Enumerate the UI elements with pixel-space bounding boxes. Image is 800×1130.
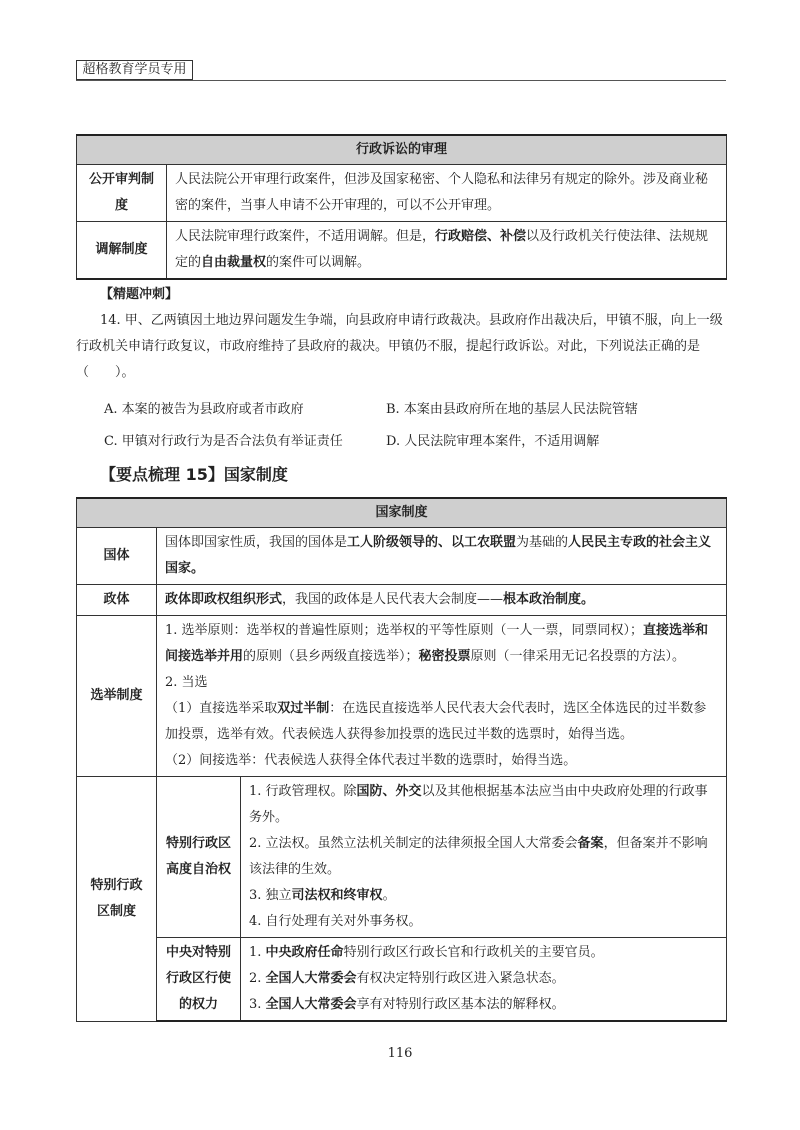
text: （1）直接选举采取 [165, 701, 278, 716]
paragraph [249, 966, 718, 992]
text: 原则（一律采用无记名投票的方法）。 [470, 649, 686, 664]
table-row [77, 616, 727, 777]
paragraph [249, 940, 718, 966]
emphasis: 直接选举和间接选举并用 [165, 623, 709, 664]
table-row [77, 777, 727, 938]
emphasis: 自由裁量权 [201, 255, 267, 270]
table-row [77, 222, 727, 280]
text: 享有对特别行政区基本法的解释权。 [356, 997, 565, 1012]
sub-label: 中央对特别行政区行使的权力 [157, 938, 241, 1022]
table-title: 行政诉讼的审理 [77, 135, 727, 165]
row-label: 公开审判制度 [77, 165, 167, 222]
emphasis: 工人阶级领导的、以工农联盟 [347, 535, 517, 550]
row-content [167, 222, 727, 280]
text: 2. 立法权。虽然立法机关制定的法律须报全国人大常委会 [249, 836, 578, 851]
state-system-table [76, 497, 727, 1022]
emphasis: 中央政府任命 [265, 945, 344, 960]
emphasis: 根本政治制度。 [503, 592, 595, 607]
emphasis: 全国人大常委会 [265, 971, 357, 986]
text: 国体即国家性质，我国的国体是 [165, 535, 348, 550]
text: ：在选民直接选举人民代表大会代表时，选区全体选民的过半数参加投票，选举有效。代表候选人获得参加投票的选民过半数的选票时，始得当选。 [165, 701, 707, 742]
emphasis: 人民民主专政的社会主义国家。 [165, 535, 712, 576]
emphasis: 备案 [577, 836, 604, 851]
option-c: C. 甲镇对行政行为是否合法负有举证责任 [104, 434, 343, 449]
emphasis: 秘密投票 [418, 649, 471, 664]
text: 有权决定特别行政区进入紧急状态。 [356, 971, 565, 986]
text: 为基础的 [516, 535, 569, 550]
page-number: 116 [387, 1046, 413, 1061]
paragraph [165, 696, 718, 748]
text: 特别行政区行政长官和行政机关的主要官员。 [343, 945, 604, 960]
table-row [77, 585, 727, 616]
paragraph: 2. 当选 [165, 675, 208, 690]
sprint-heading: 【精题冲刺】 [100, 287, 179, 302]
table-row [77, 165, 727, 222]
text: 1. 行政管理权。除 [249, 784, 357, 799]
row-label: 选举制度 [77, 616, 157, 777]
emphasis: 政体即政权组织形式 [165, 592, 283, 607]
table-row [77, 528, 727, 585]
text: 人民法院审理行政案件，不适用调解。但是， [175, 229, 436, 244]
row-content [157, 616, 727, 777]
text: 1. 选举原则：选举权的普遍性原则；选举权的平等性原则（一人一票，同票同权）； [165, 623, 644, 638]
emphasis: 行政赔偿、补偿 [435, 229, 527, 244]
paragraph [165, 618, 718, 670]
option-b: B. 本案由县政府所在地的基层人民法院管辖 [386, 402, 638, 417]
row-content: 人民法院公开审理行政案件，但涉及国家秘密、个人隐私和法律另有规定的除外。涉及商业秘密的案件，当事人申请不公开审理的，可以不公开审理。 [167, 165, 727, 222]
row-label: 政体 [77, 585, 157, 616]
header-rule [76, 80, 726, 81]
emphasis: 司法权和终审权 [291, 888, 383, 903]
emphasis: 全国人大常委会 [265, 997, 357, 1012]
table-title: 国家制度 [77, 498, 727, 528]
paragraph [249, 992, 718, 1018]
paragraph [249, 883, 718, 909]
question-text: 14. 甲、乙两镇因土地边界问题发生争端，向县政府申请行政裁决。县政府作出裁决后，甲镇不服，向上一级行政机关申请行政复议，市政府维持了县政府的裁决。甲镇仍不服，提起行政诉讼。对此，下列说法正确的是（ ）。 [76, 313, 723, 380]
row-label: 特别行政区制度 [77, 777, 157, 1022]
paragraph: 4. 自行处理有关对外事务权。 [249, 914, 422, 929]
text: 的案件可以调解。 [266, 255, 371, 270]
row-content [157, 528, 727, 585]
text: 以及其他根据基本法应当由中央政府处理的行政事务外。 [249, 784, 708, 825]
row-label: 调解制度 [77, 222, 167, 280]
paragraph: （2）间接选举：代表候选人获得全体代表过半数的选票时，始得当选。 [165, 753, 577, 768]
sub-label: 特别行政区高度自治权 [157, 777, 241, 938]
text: ，我国的政体是人民代表大会制度—— [282, 592, 504, 607]
row-content [241, 777, 727, 938]
emphasis: 国防、外交 [356, 784, 422, 799]
option-d: D. 人民法院审理本案件，不适用调解 [386, 434, 600, 449]
text: 。 [382, 888, 396, 903]
litigation-trial-table [76, 134, 727, 280]
text: 3. 独立 [249, 888, 292, 903]
text: 2. [249, 971, 266, 986]
paragraph [249, 779, 718, 831]
option-a: A. 本案的被告为县政府或者市政府 [104, 402, 304, 417]
row-content [157, 585, 727, 616]
header-label: 超格教育学员专用 [76, 60, 193, 80]
row-content [241, 938, 727, 1022]
text: 的原则（县乡两级直接选举）； [243, 649, 419, 664]
text: 1. [249, 945, 266, 960]
text: 3. [249, 997, 266, 1012]
section-title: 【要点梳理 15】国家制度 [100, 465, 288, 484]
paragraph [249, 831, 718, 883]
emphasis: 双过半制 [277, 701, 330, 716]
text: ，但备案并不影响该法律的生效。 [249, 836, 708, 877]
row-label: 国体 [77, 528, 157, 585]
table-row [77, 938, 727, 1022]
text: 以及行政机关行使法律、法规规定的 [175, 229, 709, 270]
